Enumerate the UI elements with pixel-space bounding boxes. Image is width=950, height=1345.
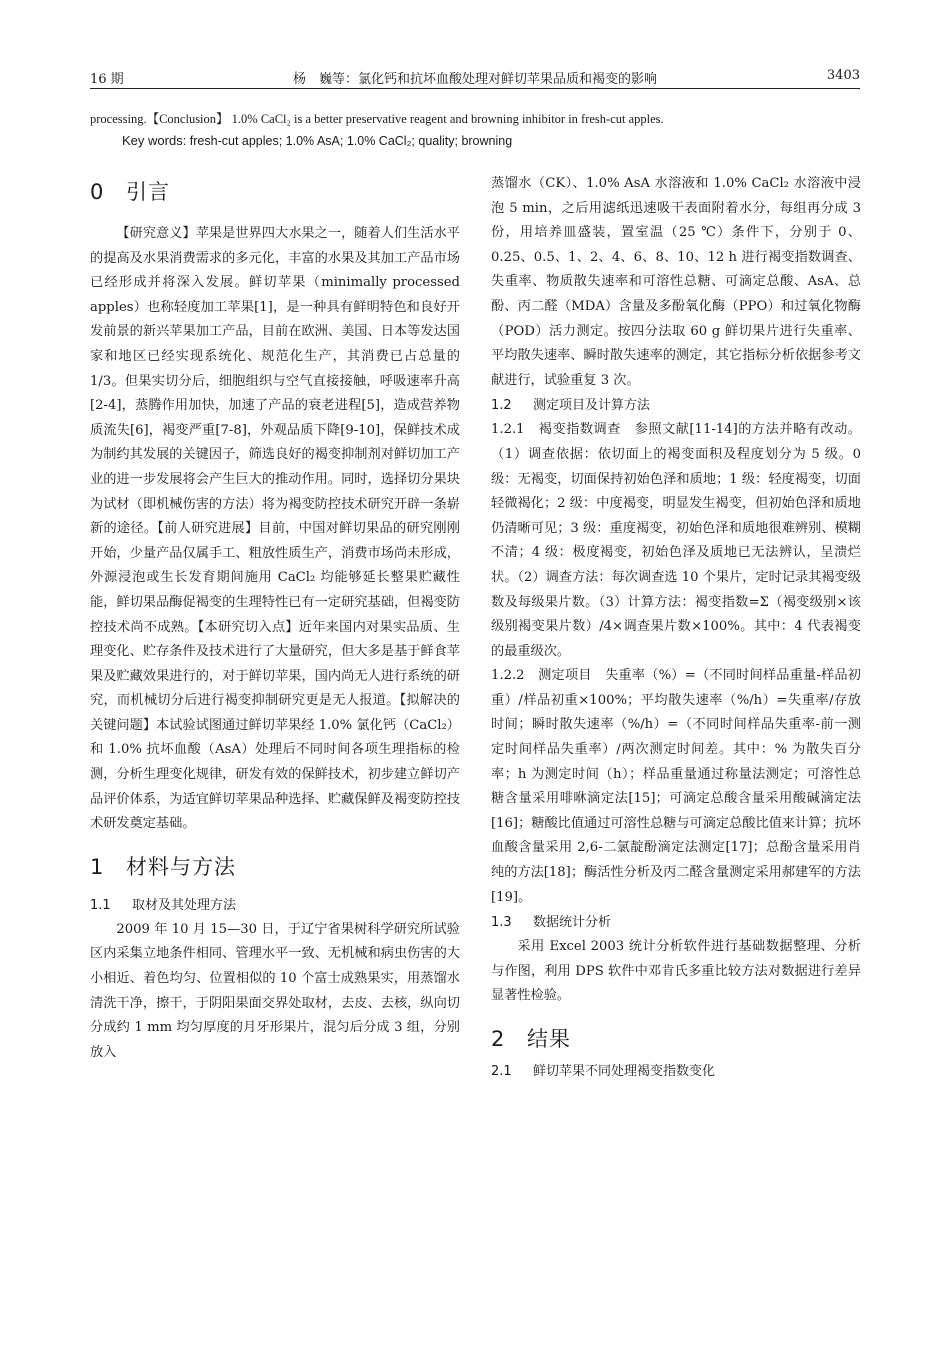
section-1-heading [90,847,460,887]
browning-index-paragraph: 1.2.1 褐变指数调查 参照文献[11-14]的方法并略有改动。（1）调查依据：依切面上的褐变面积及程度划分为 5 级。0 级：无褐变，切面保持初始色泽和质地；1 级：轻度褐变，切面轻微褐化；2 级：中度褐变，明显发生褐变，但初始色泽和质地仍清晰可见；3 级：重度褐变，初始色泽和质地很难辨别、模糊不清；4 级：极度褐变，初始色泽及质地已无法辨认，呈溃烂状。（2）调查方法：每次调查选 10 个果片，定时记录其褐变级数及每级果片数。（3）计算方法：褐变指数=Σ（褐变级别×该级别褐变果片数）/4×调查果片数×100%。其中：4 代表褐变的最重级次。 [491,422,861,659]
subsection-number: 1.1 [90,897,111,913]
subsection-1-3-heading [491,910,861,935]
subsection-number: 1.2 [491,398,512,414]
conclusion-line: processing.【Conclusion】 1.0% CaCl₂ is a better preservative reagent and browning inhibitor in fresh-cut apples. [90,112,664,126]
section-0-heading [90,172,460,212]
keywords-text: fresh-cut apples; 1.0% AsA; 1.0% CaCl₂; quality; browning [189,134,513,148]
keywords-label: Key words: [122,133,187,148]
subsection-2-1-heading [491,1059,861,1084]
subsection-number: 2.1 [491,1064,512,1079]
page-header [90,66,860,89]
section-number: 1 [90,854,105,879]
subsection-title: 鲜切苹果不同处理褐变指数变化 [533,1064,716,1079]
materials-paragraph: 2009 年 10 月 15—30 日，于辽宁省果树科学研究所试验区内采集立地条件相同、管理水平一致、无机械和病虫伤害的大小相近、着色均匀、位置相似的 10 个富士成熟果实，用蒸馏水清洗干净，擦干，于阴阳果面交界处取材，去皮、去核，纵向切分成约 1 mm 均匀厚度的月牙形果片，混匀后分成 3 组，分别放入 [90,921,460,1060]
running-title: 杨 巍等：氯化钙和抗坏血酸处理对鲜切苹果品质和褐变的影响 [292,72,657,87]
section-title: 结果 [527,1027,571,1051]
intro-paragraph: 【研究意义】苹果是世界四大水果之一，随着人们生活水平的提高及水果消费需求的多元化，丰富的水果及其加工产品市场已经形成并将深入发展。鲜切苹果（minimally processed apples）也称轻度加工苹果[1]，是一种具有鲜明特色和良好开发前景的新兴苹果加工产品，目前在欧洲、美国、日本等发达国家和地区已经实现系统化、规范化生产，其消费已占总量的1/3。但果实切分后，细胞组织与空气直接接触，呼吸速率升高[2-4]，蒸腾作用加快，加速了产品的衰老进程[5]，造成营养物质流失[6]，褐变严重[7-8]，外观品质下降[9-10]，保鲜技术成为制约其发展的关键因子，筛选良好的褐变抑制剂对鲜切加工产业的进一步发展将会产生巨大的推动作用。同时，选择切分果块为试材（即机械伤害的方法）将为褐变防控技术研究开辟一条崭新的途径。【前人研究进展】目前，中国对鲜切果品的研究刚刚开始，少量产品仅属手工、粗放性质生产，消费市场尚未形成，外源浸泡或生长发育期间施用 CaCl₂ 均能够延长整果贮藏性能，鲜切果品酶促褐变的生理特性已有一定研究基础，但褐变防控技术尚不成熟。【本研究切入点】近年来国内对果实品质、生理变化、贮存条件及技术进行了大量研究，但大多是基于鲜食苹果及贮藏效果进行的，对于鲜切苹果，国内尚无人进行系统的研究，而机械切分后进行褐变抑制研究更是无人报道。【拟解决的关键问题】本试验试图通过鲜切苹果经 1.0% 氯化钙（CaCl₂）和 1.0% 抗坏血酸（AsA）处理后不同时间各项生理指标的检测，分析生理变化规律，研发有效的保鲜技术，初步建立鲜切产品评价体系，为适宜鲜切苹果品种选择、贮藏保鲜及褐变防控技术研发奠定基础。 [90,226,460,832]
section-title: 材料与方法 [126,854,236,879]
right-column [491,172,861,1084]
abstract-end [90,108,860,152]
keywords-line [90,130,860,152]
subsection-number: 1.3 [491,915,512,931]
statistics-paragraph: 采用 Excel 2003 统计分析软件进行基础数据整理、分析与作图，利用 DPS 软件中邓肯氏多重比较方法对数据进行差异显著性检验。 [491,939,861,1004]
subsection-title: 取材及其处理方法 [132,897,237,913]
section-2-heading [491,1019,861,1059]
left-column [90,172,460,1065]
issue-number: 16 期 [90,72,124,87]
page-number: 3403 [826,68,860,83]
subsection-title: 数据统计分析 [533,915,612,931]
section-number: 0 [90,180,105,204]
subsection-title: 测定项目及计算方法 [533,398,651,414]
measurement-items-paragraph: 1.2.2 测定项目 失重率（%）=（不同时间样品重量-样品初重）/样品初重×100%；平均散失速率（%/h）=失重率/存放时间；瞬时散失速率（%/h）=（不同时间样品失重率-前一测定时间样品失重率）/两次测定时间差。其中：% 为散失百分率；h 为测定时间（h）；样品重量通过称量法测定；可溶性总糖含量采用啡咻滴定法[15]；可滴定总酸含量采用酸碱滴定法[16]；糖酸比值通过可溶性总糖与可滴定总酸比值来计算；抗坏血酸含量采用 2,6-二氯靛酚滴定法测定[17]；总酚含量采用肖纯的方法[18]；酶活性分析及丙二醛含量测定采用郝建军的方法[19]。 [491,668,861,905]
materials-paragraph-continued: 蒸馏水（CK）、1.0% AsA 水溶液和 1.0% CaCl₂ 水溶液中浸泡 5 min，之后用滤纸迅速吸干表面附着水分，每组再分成 3 份，用培养皿盛装，置室温（25 ℃）条件下，分别于 0、0.25、0.5、1、2、4、6、8、10、12 h 进行褐变指数调查、失重率、物质散失速率和可溶性总糖、可滴定总酸、AsA、总酚、丙二醛（MDA）含量及多酚氧化酶（PPO）和过氧化物酶（POD）活力测定。按四分法取 60 g 鲜切果片进行失重率、平均散失速率、瞬时散失速率的测定，其它指标分析依据参考文献进行，试验重复 3 次。 [491,176,861,388]
section-title: 引言 [126,180,170,204]
section-number: 2 [491,1027,506,1051]
subsection-1-2-heading [491,393,861,418]
subsection-1-1-heading [90,893,460,918]
